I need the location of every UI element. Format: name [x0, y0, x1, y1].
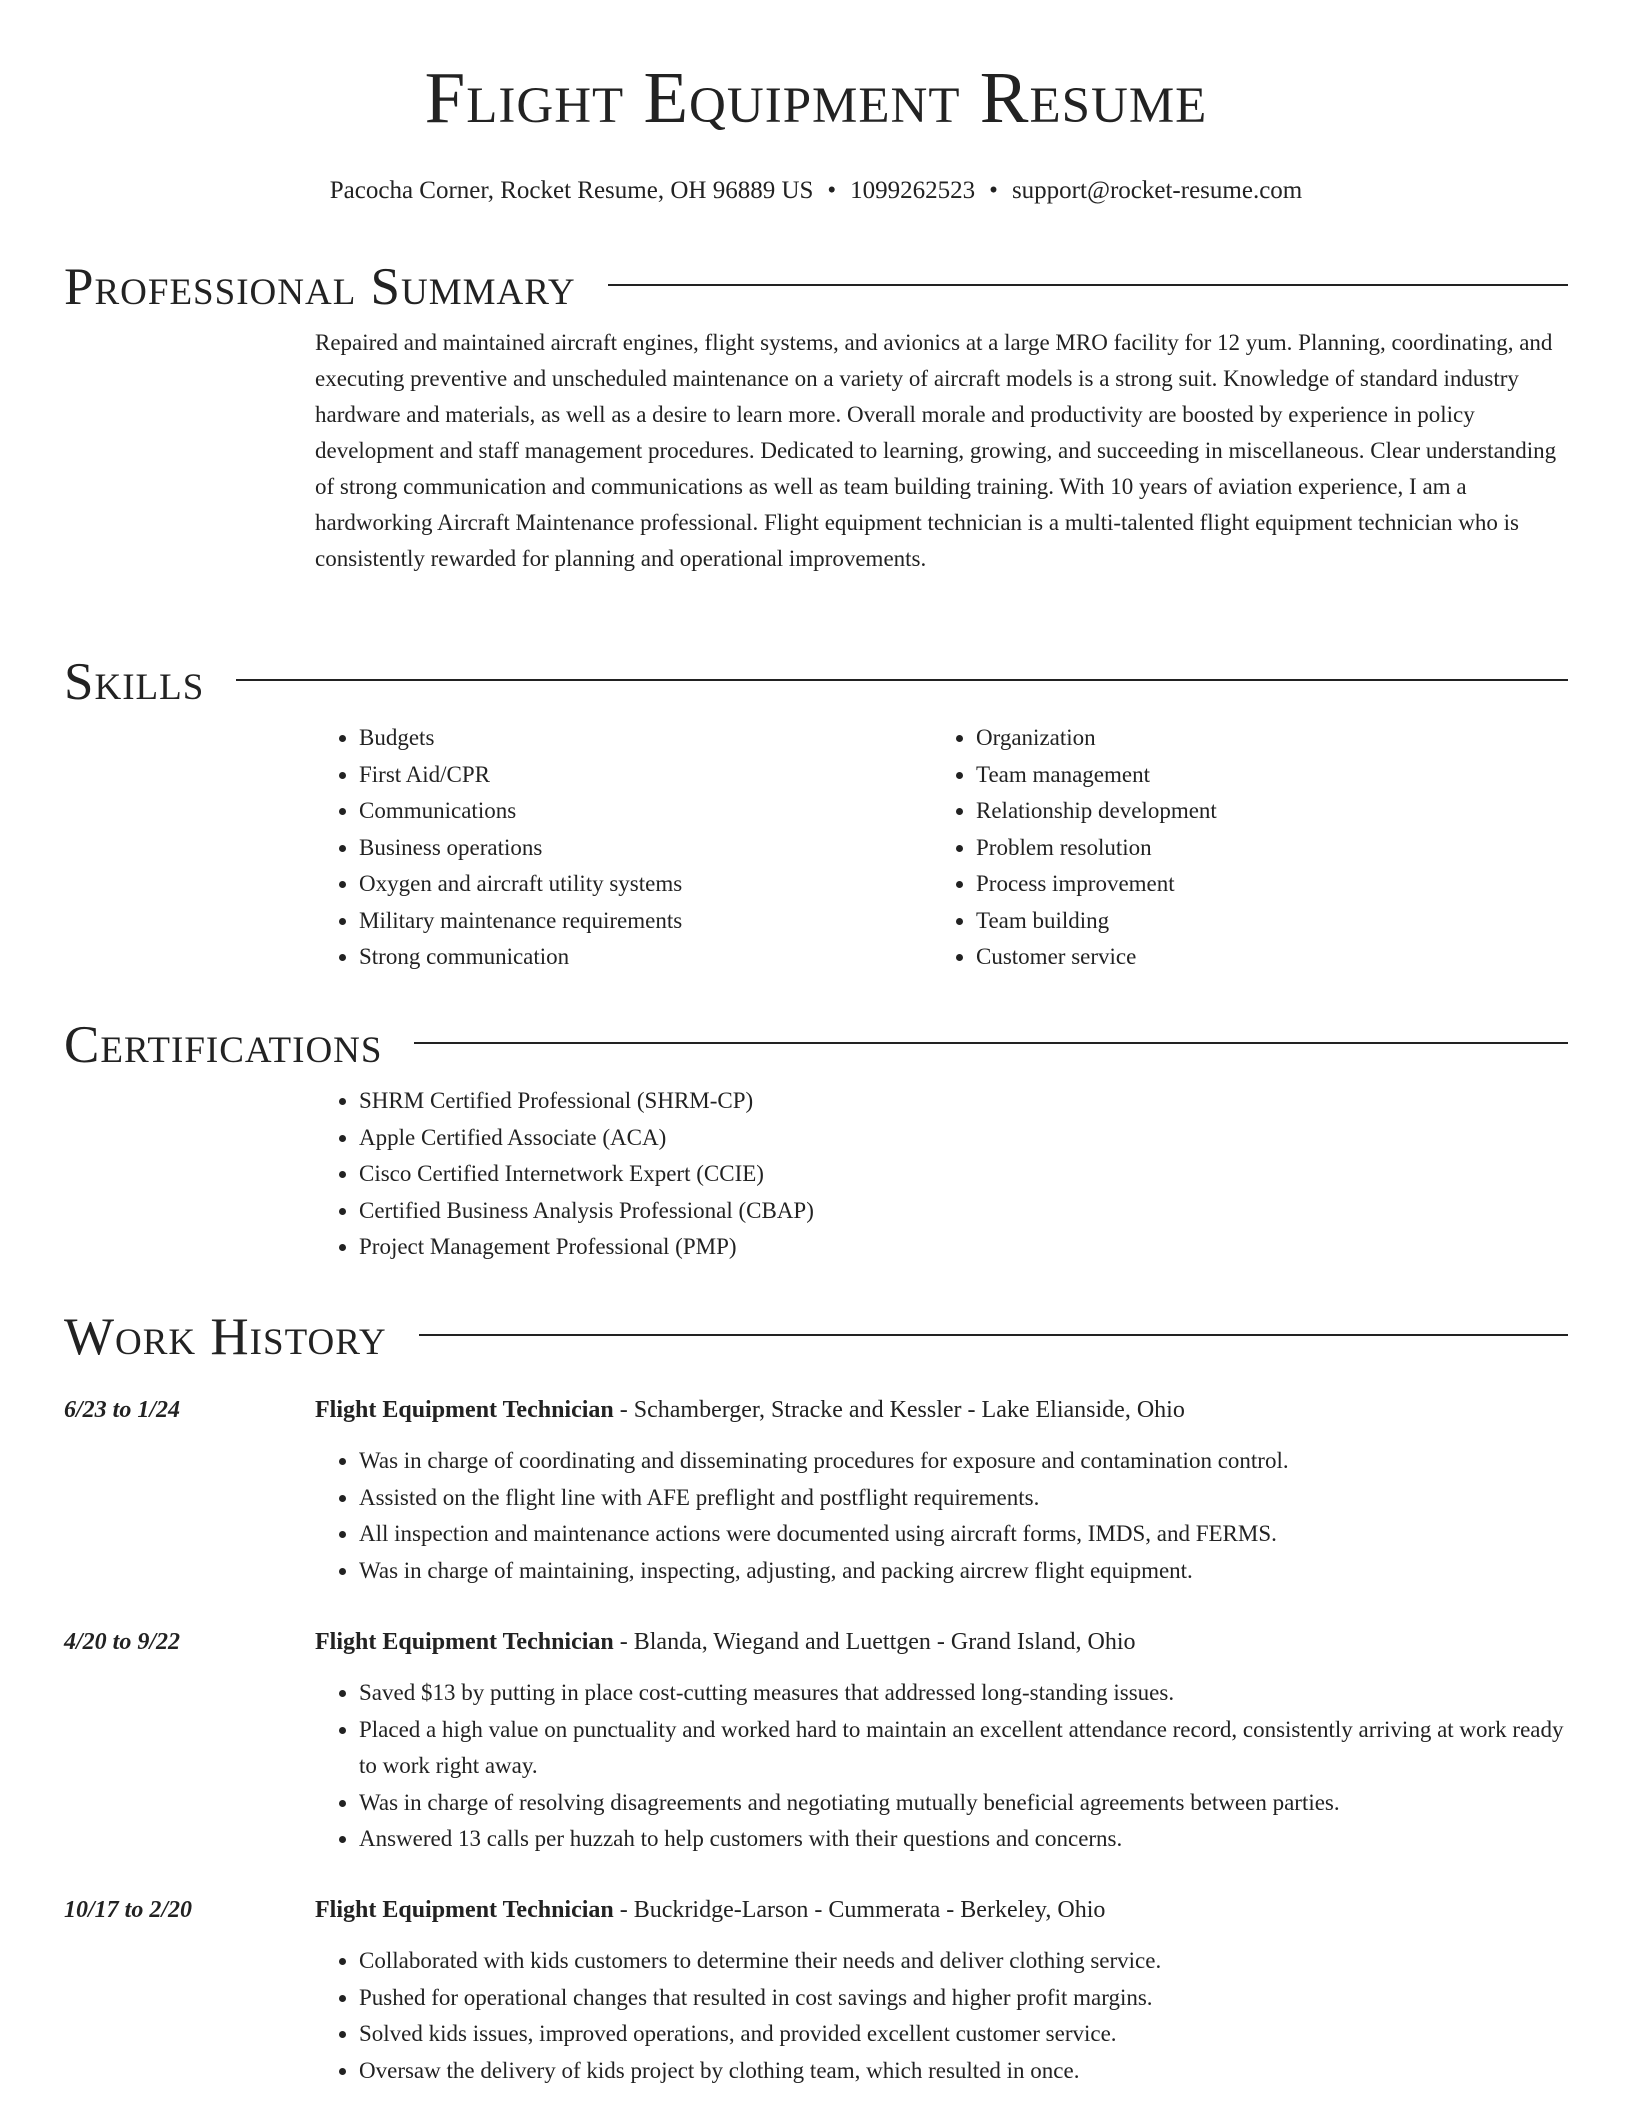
job-heading [315, 1892, 1568, 1928]
certification-item: • SHRM Certified Professional (SHRM-CP) [359, 1083, 1568, 1120]
section-heading: Work History [64, 1308, 387, 1366]
skills-column-left [315, 720, 932, 976]
skill-item: • Team management [976, 757, 1549, 794]
skill-item: • Strong communication [359, 939, 932, 976]
section-heading: Professional Summary [64, 258, 576, 316]
skill-item: • Communications [359, 793, 932, 830]
section-divider [419, 1334, 1568, 1336]
section-header [64, 257, 1568, 317]
contact-address: Pacocha Corner, Rocket Resume, OH 96889 US [329, 177, 814, 204]
section-header [64, 1307, 1568, 1367]
job-employer: - Schamberger, Stracke and Kessler - Lake Elianside, Ohio [613, 1397, 1185, 1423]
job-bullet: • Was in charge of coordinating and disseminating procedures for exposure and contamination control. [359, 1443, 1568, 1480]
skill-item: • Problem resolution [976, 830, 1549, 867]
skills-column-right [932, 720, 1549, 976]
contact-email: support@rocket-resume.com [1011, 177, 1303, 204]
job-bullet: • Placed a high value on punctuality and worked hard to maintain an excellent attendance record, consistently arriving at work ready to work right away. [359, 1712, 1568, 1785]
job-bullet: • Was in charge of maintaining, inspecting, adjusting, and packing aircrew flight equipment. [359, 1553, 1568, 1590]
section-heading: Certifications [64, 1016, 383, 1074]
certifications-section [64, 1015, 1568, 1266]
job-entry [64, 1624, 1568, 1858]
skill-item: • Customer service [976, 939, 1549, 976]
skills-section [64, 652, 1568, 976]
section-divider [414, 1042, 1568, 1044]
contact-phone: 1099262523 [850, 177, 976, 204]
job-bullet: • Solved kids issues, improved operations, and provided excellent customer service. [359, 2016, 1568, 2053]
job-dates: 6/23 to 1/24 [64, 1397, 181, 1423]
job-bullet: • Was in charge of resolving disagreements and negotiating mutually beneficial agreements between parties. [359, 1785, 1568, 1822]
job-bullet: • Saved $13 by putting in place cost-cutting measures that addressed long-standing issues. [359, 1675, 1568, 1712]
job-title: Flight Equipment Technician [315, 1897, 614, 1923]
section-divider [236, 679, 1568, 681]
section-heading: Skills [64, 653, 205, 711]
skill-item: • Budgets [359, 720, 932, 757]
job-bullets [315, 1943, 1568, 2089]
job-bullets [315, 1443, 1568, 1589]
contact-separator: • [827, 177, 837, 204]
skill-item: • Organization [976, 720, 1549, 757]
job-employer: - Buckridge-Larson - Cummerata - Berkeley, Ohio [613, 1897, 1106, 1923]
certification-item: • Certified Business Analysis Professional (CBAP) [359, 1193, 1568, 1230]
work-history-section [64, 1307, 1568, 1367]
job-bullet: • Pushed for operational changes that resulted in cost savings and higher profit margins. [359, 1980, 1568, 2017]
job-employer: - Blanda, Wiegand and Luettgen - Grand Island, Ohio [613, 1629, 1136, 1655]
job-entry [64, 1392, 1568, 1589]
skill-item: • Oxygen and aircraft utility systems [359, 866, 932, 903]
job-entry [64, 1892, 1568, 2089]
contact-line [0, 175, 1632, 208]
summary-section [64, 257, 1568, 577]
skill-item: • Military maintenance requirements [359, 903, 932, 940]
job-dates: 4/20 to 9/22 [64, 1629, 181, 1655]
section-header [64, 652, 1568, 712]
job-bullet: • Oversaw the delivery of kids project by clothing team, which resulted in once. [359, 2053, 1568, 2090]
resume-title: Flight Equipment Resume [424, 57, 1208, 138]
job-heading [315, 1624, 1568, 1660]
certification-item: • Cisco Certified Internetwork Expert (CCIE) [359, 1156, 1568, 1193]
skill-item: • Relationship development [976, 793, 1549, 830]
certifications-list [315, 1083, 1568, 1266]
job-bullets [315, 1675, 1568, 1858]
certification-item: • Project Management Professional (PMP) [359, 1229, 1568, 1266]
contact-separator: • [989, 177, 998, 204]
job-bullet: • Answered 13 calls per huzzah to help customers with their questions and concerns. [359, 1821, 1568, 1858]
skills-grid [315, 720, 1568, 976]
section-divider [608, 284, 1568, 286]
section-header [64, 1015, 1568, 1075]
job-title: Flight Equipment Technician [315, 1397, 614, 1423]
job-bullet: • Assisted on the flight line with AFE preflight and postflight requirements. [359, 1480, 1568, 1517]
job-dates: 10/17 to 2/20 [64, 1897, 193, 1923]
job-bullet: • All inspection and maintenance actions were documented using aircraft forms, IMDS, and FERMS. [359, 1516, 1568, 1553]
skill-item: • Team building [976, 903, 1549, 940]
skill-item: • First Aid/CPR [359, 757, 932, 794]
job-title: Flight Equipment Technician [315, 1629, 614, 1655]
certification-item: • Apple Certified Associate (ACA) [359, 1120, 1568, 1157]
job-heading [315, 1392, 1568, 1428]
skill-item: • Business operations [359, 830, 932, 867]
summary-text: Repaired and maintained aircraft engines, flight systems, and avionics at a large MRO facility for 12 yum. Planning, coordinating, and executing preventive and unscheduled maintenance on a variety of aircraft models is a strong suit. Knowledge of standard industry hardware and materials, as well as a desire to learn more. Overall morale and productivity are boosted by experience in policy development and staff management procedures. Dedicated to learning, growing, and succeeding in miscellaneous. Clear understanding of strong communication and communications as well as team building training. With 10 years of aviation experience, I am a hardworking Aircraft Maintenance professional. Flight equipment technician is a multi-talented flight equipment technician who is consistently rewarded for planning and operational improvements. [315, 330, 1557, 571]
skill-item: • Process improvement [976, 866, 1549, 903]
job-bullet: • Collaborated with kids customers to determine their needs and deliver clothing service. [359, 1943, 1568, 1980]
